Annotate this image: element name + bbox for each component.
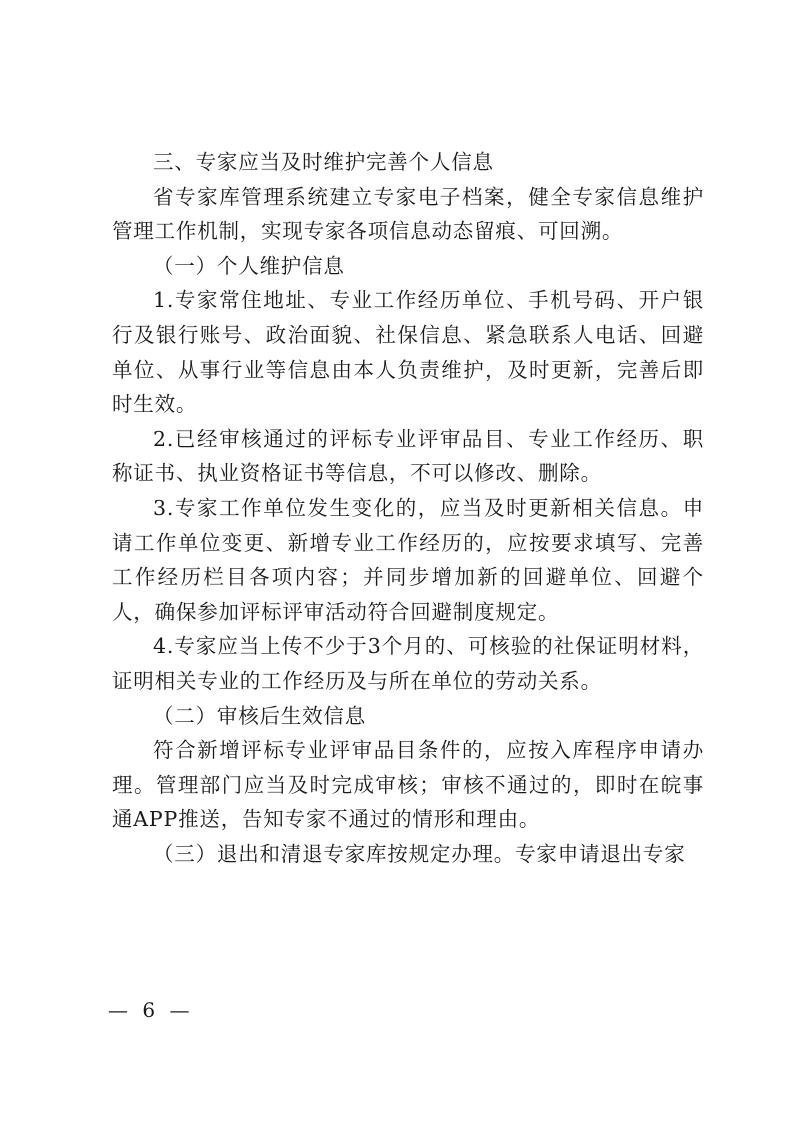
- paragraph-intro: 省专家库管理系统建立专家电子档案，健全专家信息维护管理工作机制，实现专家各项信息动态留痕、可回溯。: [112, 184, 704, 244]
- subheading-3: （三）退出和清退专家库按规定办理。专家申请退出专家: [153, 841, 686, 866]
- list-item-1: 1.专家常住地址、专业工作经历单位、手机号码、开户银行及银行账号、政治面貌、社保信息、紧急联系人电话、回避单位、从事行业等信息由本人负责维护，及时更新，完善后即时生效。: [112, 288, 704, 417]
- list-item-4: 4.专家应当上传不少于3个月的、可核验的社保证明材料，证明相关专业的工作经历及与所在单位的劳动关系。: [112, 634, 704, 693]
- paragraph-review: 符合新增评标专业评审品目条件的，应按入库程序申请办理。管理部门应当及时完成审核；审核不通过的，即时在皖事通APP推送，告知专家不通过的情形和理由。: [112, 738, 704, 832]
- document-body: [112, 145, 704, 871]
- subheading-2: （二）审核后生效信息: [153, 703, 366, 728]
- section-heading-3: 三、专家应当及时维护完善个人信息: [153, 150, 494, 174]
- list-item-3: 3.专家工作单位发生变化的，应当及时更新相关信息。申请工作单位变更、新增专业工作经历的，应按要求填写、完善工作经历栏目各项内容；并同步增加新的回避单位、回避个人，确保参加评标评审活动符合回避制度规定。: [112, 495, 704, 624]
- page-number: — 6 —: [108, 998, 194, 1022]
- list-item-2: 2.已经审核通过的评标专业评审品目、专业工作经历、职称证书、执业资格证书等信息，不可以修改、删除。: [112, 426, 704, 486]
- subheading-1: （一）个人维护信息: [153, 253, 345, 278]
